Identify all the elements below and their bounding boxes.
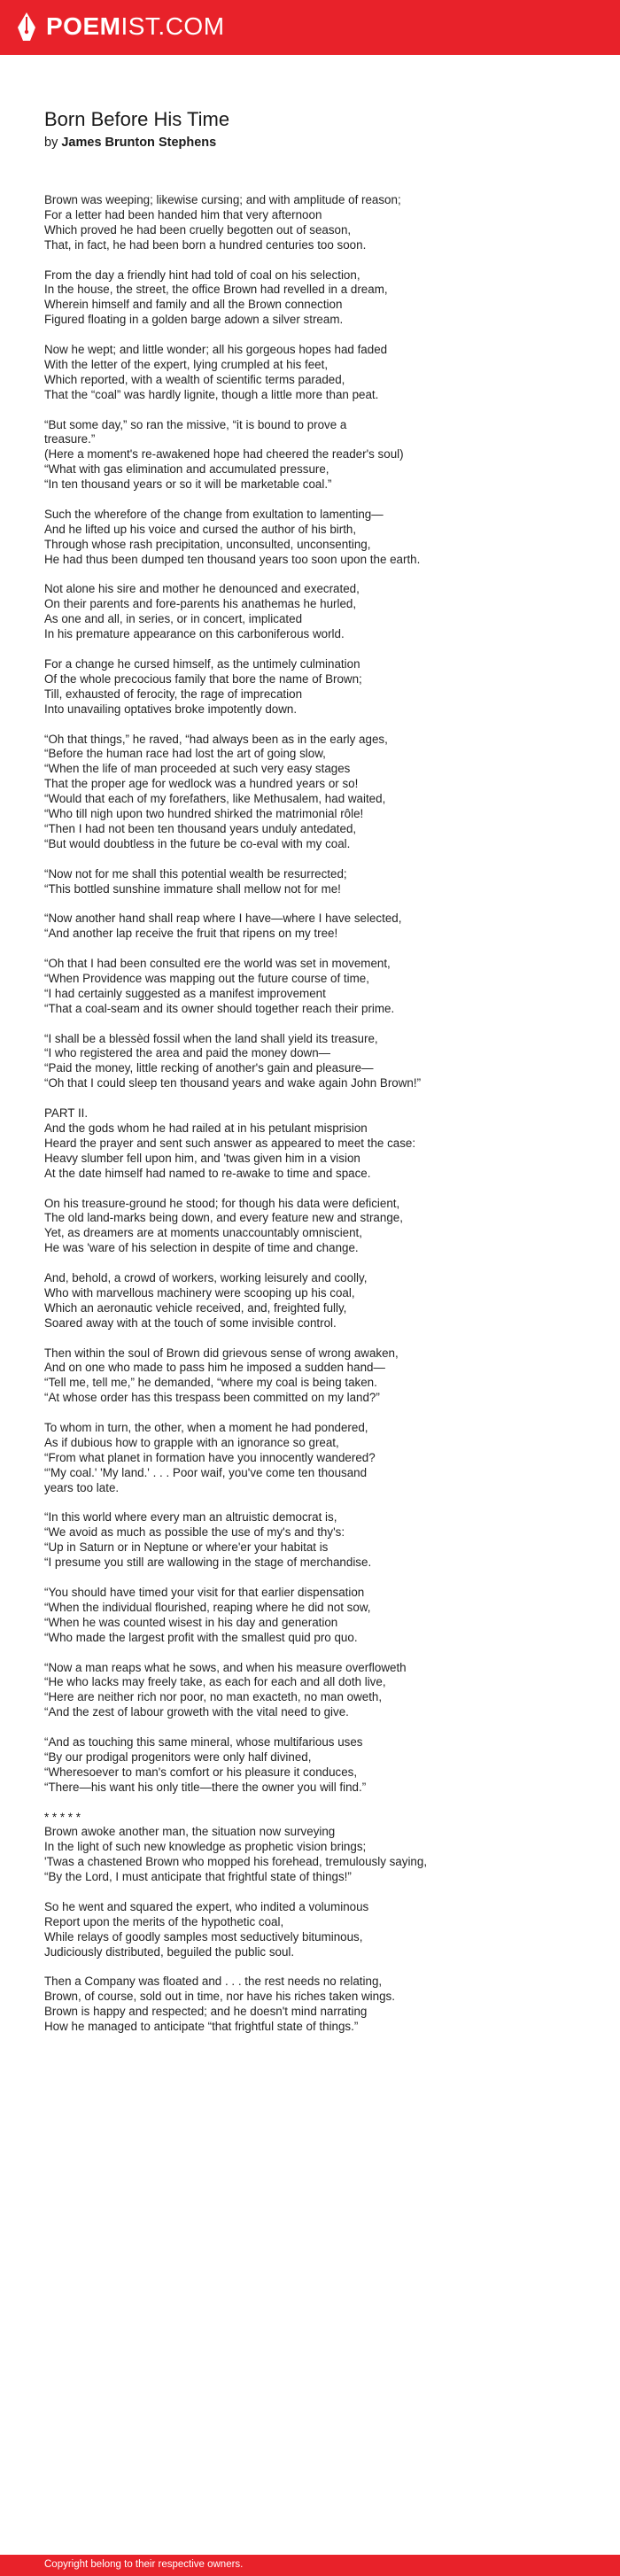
- stanza: [44, 957, 593, 1017]
- poem-line: (Here a moment's re-awakened hope had cheered the reader's soul): [44, 447, 404, 462]
- stanza: [44, 268, 593, 329]
- poem-line: How he managed to anticipate “that frightful state of things.”: [44, 2020, 359, 2034]
- poem-line: “Before the human race had lost the art of going slow,: [44, 747, 326, 761]
- poem-line: “Now not for me shall this potential wealth be resurrected;: [44, 866, 347, 881]
- poem-line: “By the Lord, I must anticipate that frightful state of things!”: [44, 1870, 352, 1884]
- poem-line: Which reported, with a wealth of scientific terms paraded,: [44, 372, 345, 386]
- site-logo[interactable]: [16, 11, 225, 43]
- stanza: [44, 1346, 593, 1407]
- author-link[interactable]: James Brunton Stephens: [61, 136, 217, 150]
- poem-line: Figured floating in a golden barge adown a silver stream.: [44, 313, 344, 327]
- poem-line: “Up in Saturn or in Neptune or where'er your habitat is: [44, 1540, 329, 1555]
- poem-line: Who with marvellous machinery were scooping up his coal,: [44, 1285, 355, 1300]
- poem-line: “What with gas elimination and accumulated pressure,: [44, 462, 329, 477]
- poem-line: Now he wept; and little wonder; all his gorgeous hopes had faded: [44, 343, 388, 357]
- poem-title: Born Before His Time: [44, 108, 230, 130]
- stanza: [44, 1032, 593, 1092]
- poem-line: “In this world where every man an altruistic democrat is,: [44, 1510, 337, 1525]
- stanza: [44, 733, 593, 852]
- poem-line: “At whose order has this trespass been committed on my land?”: [44, 1391, 380, 1405]
- poem-line: “Now another hand shall reap where I have—where I have selected,: [44, 912, 402, 926]
- poem-line: “When the individual flourished, reaping where he did not sow,: [44, 1600, 371, 1614]
- poem-line: Heavy slumber fell upon him, and 'twas given him in a vision: [44, 1151, 360, 1165]
- stanza: [44, 657, 593, 718]
- poem-line: “In ten thousand years or so it will be marketable coal.”: [44, 477, 332, 492]
- poem-line: “I who registered the area and paid the money down—: [44, 1046, 331, 1060]
- poem-line: “By our prodigal progenitors were only half divined,: [44, 1750, 312, 1764]
- poem-line: Till, exhausted of ferocity, the rage of imprecation: [44, 687, 303, 701]
- poem-line: “And as touching this same mineral, whose multifarious uses: [44, 1735, 363, 1750]
- by-label: by: [44, 136, 58, 150]
- poem-line: And on one who made to pass him he imposed a sudden hand—: [44, 1361, 385, 1375]
- stanza: [44, 582, 593, 642]
- poem-line: In the light of such new knowledge as prophetic vision brings;: [44, 1840, 367, 1854]
- poem-line: “From what planet in formation have you innocently wandered?: [44, 1450, 376, 1464]
- poem-line: In his premature appearance on this carboniferous world.: [44, 627, 345, 641]
- poem-line: 'Twas a chastened Brown who mopped his forehead, tremulously saying,: [44, 1855, 428, 1869]
- pen-nib-icon: [16, 12, 37, 42]
- poem-line: “But some day,” so ran the missive, “it is bound to prove a: [44, 417, 347, 431]
- poem-article: [44, 108, 593, 2050]
- poem-line: So he went and squared the expert, who indited a voluminous: [44, 1899, 369, 1913]
- poem-line: Judiciously distributed, beguiled the public soul.: [44, 1944, 295, 1959]
- poem-line: “Here are neither rich nor poor, no man exacteth, no man oweth,: [44, 1690, 383, 1704]
- poem-line: “Tell me, tell me,” he demanded, “where my coal is being taken.: [44, 1376, 377, 1390]
- stanza: [44, 867, 593, 897]
- poem-line: “Would that each of my forefathers, like Methusalem, had waited,: [44, 792, 386, 806]
- poem-line: “Oh that I had been consulted ere the world was set in movement,: [44, 957, 391, 971]
- stanza: [44, 912, 593, 942]
- poem-line: * * * * *: [44, 1810, 81, 1824]
- poem-line: That the “coal” was hardly lignite, though a little more than peat.: [44, 387, 379, 401]
- poem-line: At the date himself had named to re-awake to time and space.: [44, 1166, 371, 1180]
- poem-line: Then a Company was floated and . . . the rest needs no relating,: [44, 1975, 383, 1989]
- poem-line: “We avoid as much as possible the use of my's and thy's:: [44, 1525, 345, 1540]
- poem-line: “He who lacks may freely take, as each for each and all doth live,: [44, 1675, 386, 1689]
- poem-line: Soared away with at the touch of some invisible control.: [44, 1315, 337, 1330]
- poem-line: In the house, the street, the office Brown had revelled in a dream,: [44, 283, 388, 297]
- poem-line: And, behold, a crowd of workers, working leisurely and coolly,: [44, 1271, 368, 1285]
- poem-line: Not alone his sire and mother he denounced and execrated,: [44, 582, 360, 596]
- stanza: [44, 193, 593, 253]
- poem-line: Of the whole precocious family that bore the name of Brown;: [44, 671, 362, 686]
- stanza: [44, 1975, 593, 2035]
- stanza: [44, 1271, 593, 1331]
- poem-line: As if dubious how to grapple with an ignorance so great,: [44, 1435, 339, 1449]
- poem-line: “'My coal.' 'My land.' . . . Poor waif, you've come ten thousand: [44, 1465, 368, 1479]
- poem-line: He had thus been dumped ten thousand years too soon upon the earth.: [44, 552, 421, 566]
- poem-line: “When the life of man proceeded at such very easy stages: [44, 762, 351, 776]
- stanza: [44, 343, 593, 403]
- poem-line: “But would doubtless in the future be co-eval with my coal.: [44, 836, 351, 850]
- poem-line: Heard the prayer and sent such answer as appeared to meet the case:: [44, 1136, 416, 1150]
- poem-line: treasure.”: [44, 432, 96, 446]
- poem-line: “I had certainly suggested as a manifest improvement: [44, 986, 326, 1000]
- poem-line: “Who till nigh upon two hundred shirked the matrimonial rôle!: [44, 807, 364, 821]
- poem-line: “Wheresoever to man's comfort or his pleasure it conduces,: [44, 1765, 358, 1779]
- poem-line: That, in fact, he had been born a hundred centuries too soon.: [44, 237, 367, 252]
- poem-line: Yet, as dreamers are at moments unaccountably omniscient,: [44, 1226, 363, 1240]
- poem-line: He was 'ware of his selection in despite of time and change.: [44, 1241, 359, 1255]
- site-header: [0, 0, 620, 55]
- poem-line: Into unavailing optatives broke impotently down.: [44, 702, 298, 716]
- poem-line: Which an aeronautic vehicle received, and, freighted fully,: [44, 1300, 347, 1315]
- poem-line: Then within the soul of Brown did grievous sense of wrong awaken,: [44, 1346, 399, 1360]
- poem-line: Brown awoke another man, the situation now surveying: [44, 1825, 336, 1839]
- poem-line: And he lifted up his voice and cursed the author of his birth,: [44, 522, 357, 536]
- poem-line: For a change he cursed himself, as the untimely culmination: [44, 657, 360, 671]
- poem-line: To whom in turn, the other, when a moment he had pondered,: [44, 1421, 368, 1435]
- poem-line: “I shall be a blessèd fossil when the land shall yield its treasure,: [44, 1031, 378, 1045]
- poem-line: On their parents and fore-parents his anathemas he hurled,: [44, 597, 357, 611]
- stanza: [44, 1510, 593, 1571]
- poem-line: Such the wherefore of the change from exultation to lamenting—: [44, 507, 384, 521]
- poem-line: “Oh that things,” he raved, “had always been as in the early ages,: [44, 732, 388, 746]
- poem-line: On his treasure-ground he stood; for though his data were deficient,: [44, 1196, 400, 1210]
- poem-line: “Then I had not been ten thousand years unduly antedated,: [44, 821, 357, 835]
- stanza: [44, 418, 593, 493]
- poem-line: Brown is happy and respected; and he doesn't mind narrating: [44, 2005, 368, 2019]
- poem-line: Through whose rash precipitation, unconsulted, unconsenting,: [44, 537, 371, 551]
- poem-line: “Who made the largest profit with the smallest quid pro quo.: [44, 1630, 358, 1644]
- poem-line: Which proved he had been cruelly begotten out of season,: [44, 222, 352, 237]
- poem-line: With the letter of the expert, lying crumpled at his feet,: [44, 357, 329, 371]
- stanza: [44, 1197, 593, 1257]
- byline: [44, 135, 593, 151]
- poem-line: “That a coal-seam and its owner should together reach their prime.: [44, 1001, 395, 1015]
- stanza: [44, 1735, 593, 1796]
- poem-line: “Oh that I could sleep ten thousand years and wake again John Brown!”: [44, 1076, 422, 1090]
- poem-line: Brown, of course, sold out in time, nor have his riches taken wings.: [44, 1990, 395, 2004]
- poem-line: That the proper age for wedlock was a hundred years or so!: [44, 777, 359, 791]
- poem-line: “Now a man reaps what he sows, and when his measure overfloweth: [44, 1660, 407, 1674]
- poem-line: While relays of goodly samples most seductively bituminous,: [44, 1929, 363, 1944]
- site-footer: [0, 2555, 620, 2576]
- stanza: [44, 1421, 593, 1496]
- copyright-text: Copyright belong to their respective owners.: [44, 2559, 244, 2570]
- poem-line: “And the zest of labour groweth with the vital need to give.: [44, 1705, 349, 1719]
- stanza: [44, 1106, 593, 1182]
- poem-line: “This bottled sunshine immature shall mellow not for me!: [44, 881, 341, 896]
- poem-line: “When Providence was mapping out the future course of time,: [44, 971, 369, 985]
- site-logo-text: POEMIST.COM: [46, 12, 225, 40]
- poem-line: Wherein himself and family and all the Brown connection: [44, 298, 343, 312]
- poem-body: [44, 193, 593, 2035]
- poem-line: Report upon the merits of the hypothetic coal,: [44, 1914, 284, 1928]
- poem-line: “When he was counted wisest in his day and generation: [44, 1615, 338, 1629]
- poem-line: The old land-marks being down, and every feature new and strange,: [44, 1211, 403, 1225]
- poem-line: “And another lap receive the fruit that ripens on my tree!: [44, 927, 338, 941]
- poem-line: Brown was weeping; likewise cursing; and with amplitude of reason;: [44, 193, 401, 206]
- stanza: [44, 1811, 593, 1886]
- poem-line: As one and all, in series, or in concert, implicated: [44, 612, 303, 626]
- stanza: [44, 508, 593, 568]
- poem-line: And the gods whom he had railed at in his petulant misprision: [44, 1121, 368, 1135]
- poem-line: “There—his want his only title—there the owner you will find.”: [44, 1780, 367, 1794]
- poem-line: years too late.: [44, 1480, 120, 1494]
- stanza: [44, 1661, 593, 1721]
- poem-line: PART II.: [44, 1106, 89, 1121]
- poem-line: From the day a friendly hint had told of coal on his selection,: [44, 268, 360, 282]
- stanza: [44, 1586, 593, 1646]
- poem-line: “Paid the money, little recking of another's gain and pleasure—: [44, 1061, 374, 1075]
- poem-line: For a letter had been handed him that very afternoon: [44, 207, 322, 221]
- stanza: [44, 1900, 593, 1960]
- poem-line: “I presume you still are wallowing in the stage of merchandise.: [44, 1556, 372, 1570]
- poem-line: “You should have timed your visit for that earlier dispensation: [44, 1586, 365, 1599]
